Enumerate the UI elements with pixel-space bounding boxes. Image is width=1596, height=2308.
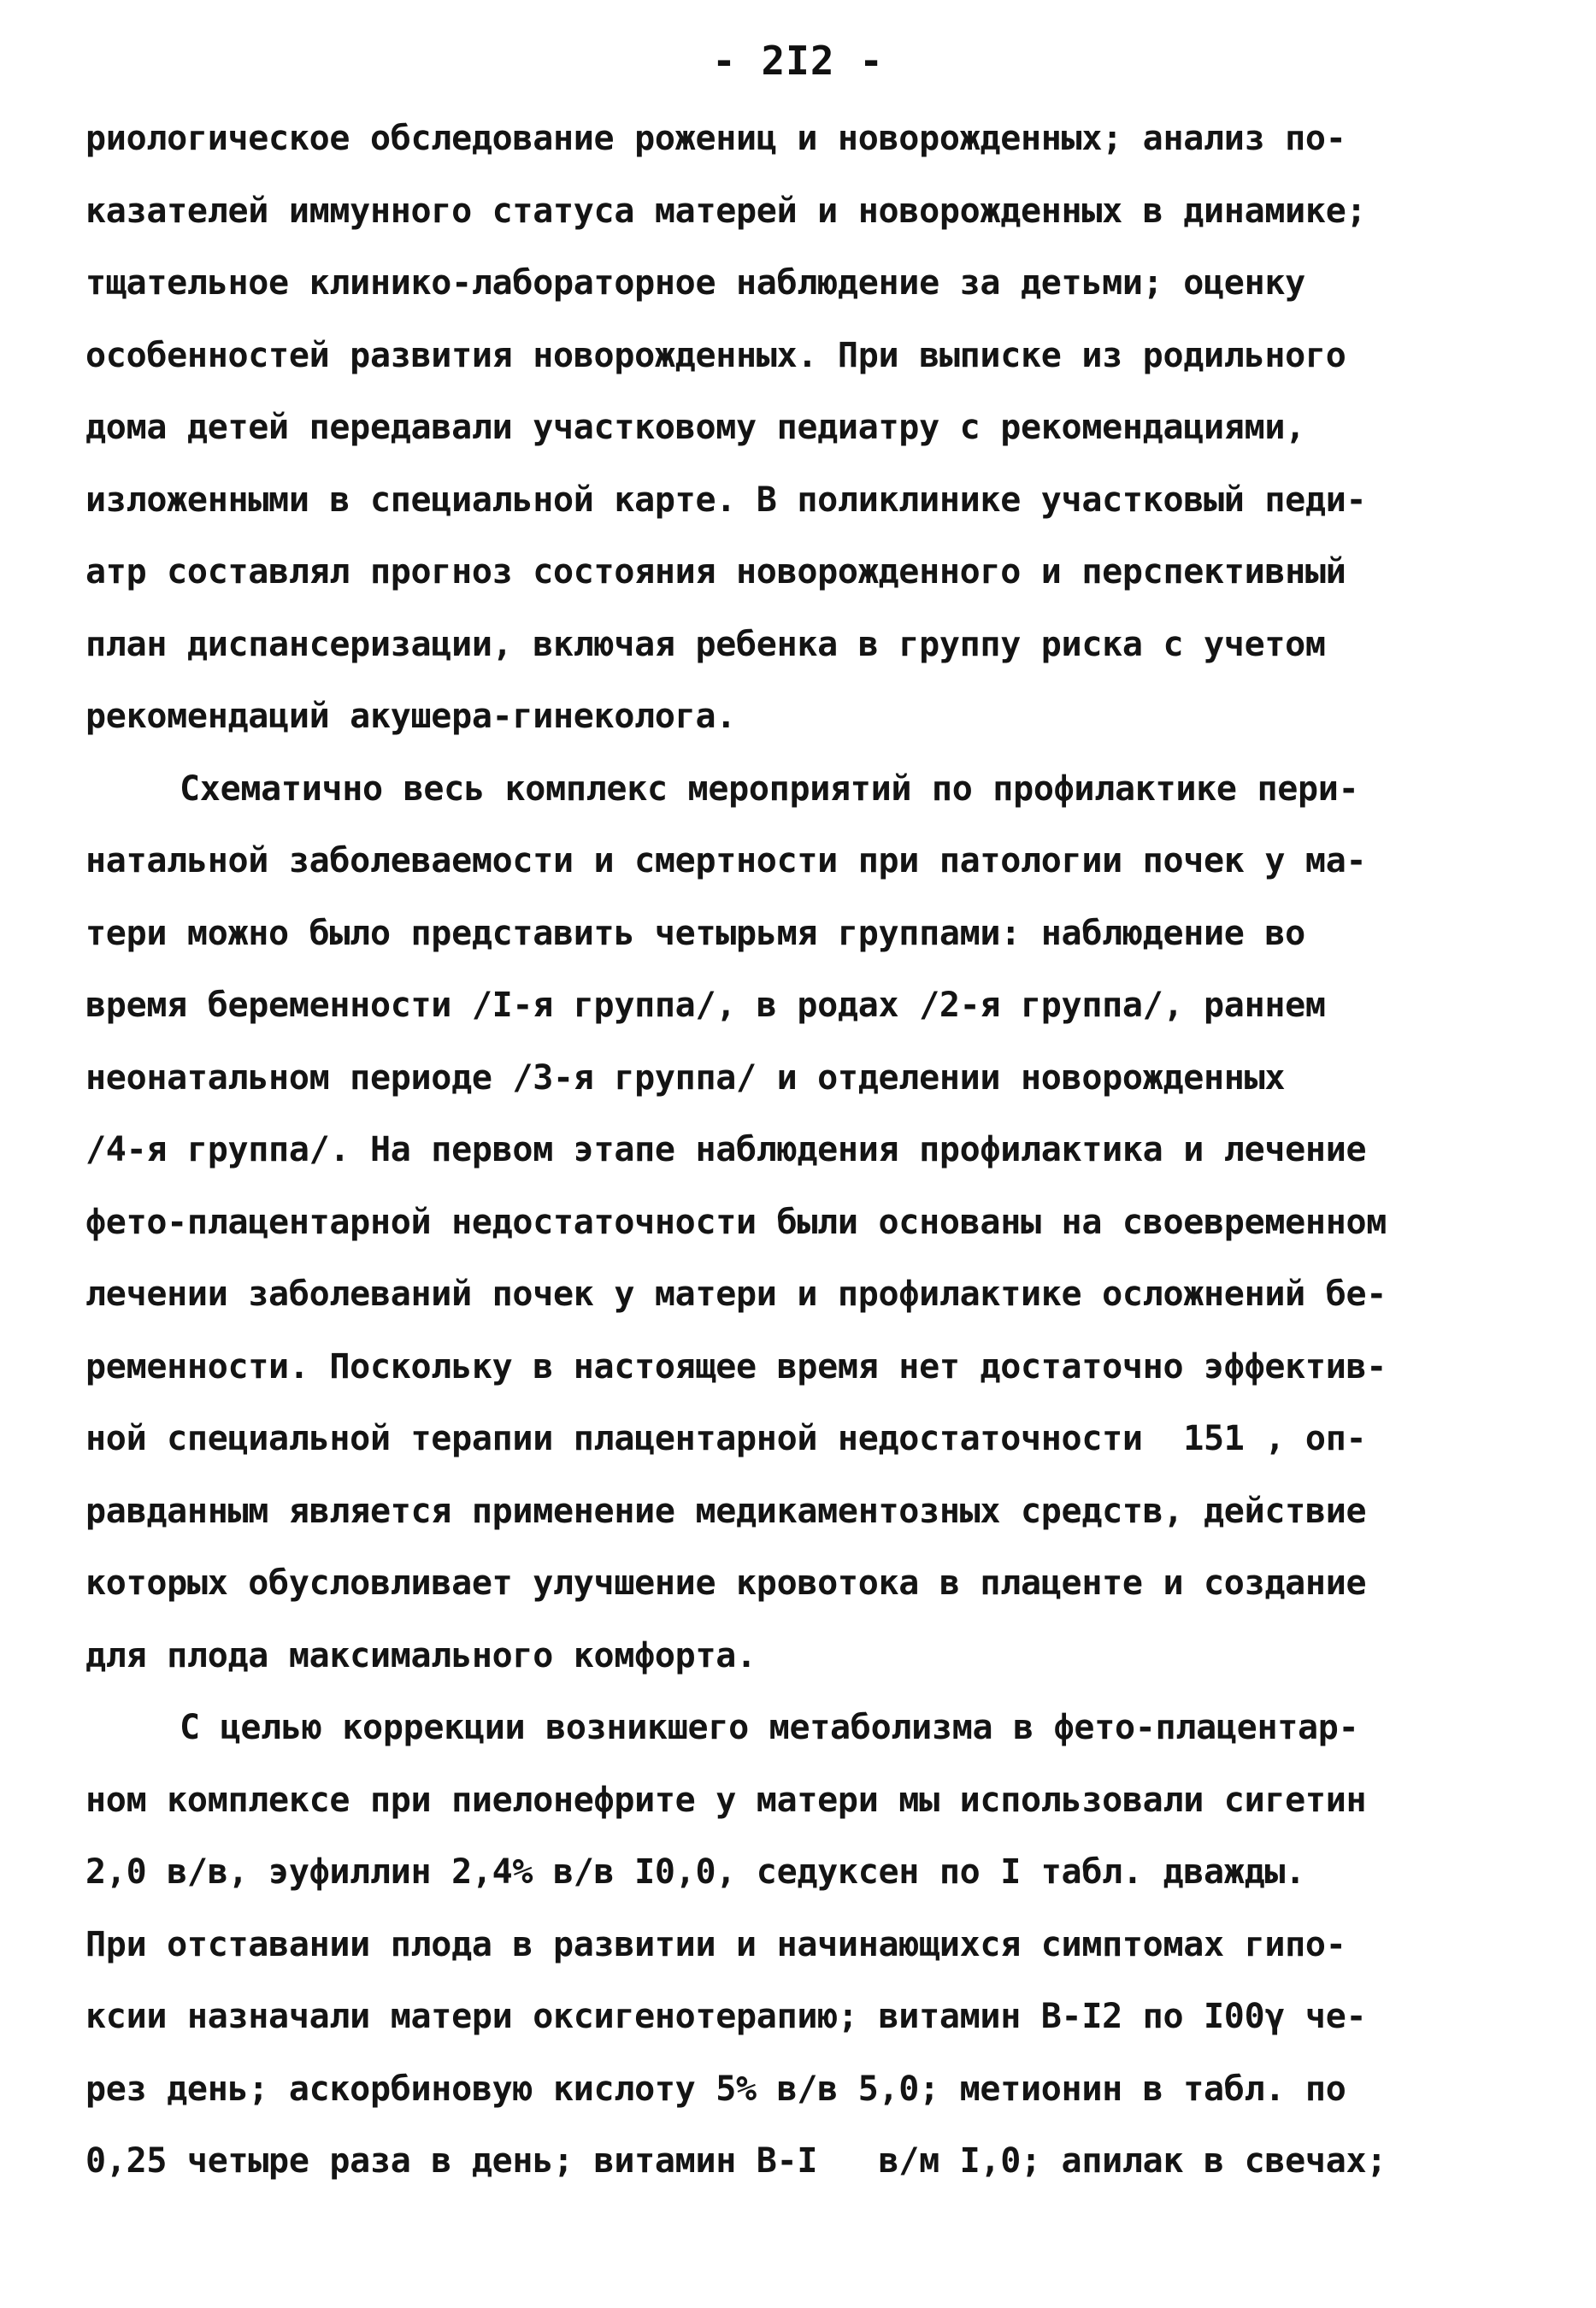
text-line: дома детей передавали участковому педиатру с рекомендациями,	[85, 408, 1305, 447]
text-line: тери можно было представить четырьмя группами: наблюдение во	[85, 913, 1305, 953]
text-line: для плода максимального комфорта.	[85, 1635, 757, 1675]
text-line: рекомендаций акушера-гинеколога.	[85, 697, 737, 736]
text-line: казателей иммунного статуса матерей и новорожденных в динамике;	[85, 191, 1367, 231]
text-line: С целью коррекции возникшего метаболизма в фето-плацентар-	[180, 1708, 1359, 1747]
text-line: /4-я группа/. На первом этапе наблюдения профилактика и лечение	[85, 1130, 1367, 1169]
text-line: неонатальном периоде /3-я группа/ и отделении новорожденных	[85, 1057, 1286, 1098]
text-line: равданным является применение медикаментозных средств, действие	[85, 1491, 1367, 1531]
text-line: При отставании плода в развитии и начинающихся симптомах гипо-	[85, 1924, 1346, 1964]
text-line: атр составлял прогноз состояния новорожденного и перспективный	[85, 552, 1346, 592]
text-line: 0,25 четыре раза в день; витамин В-I в/м I,0; апилак в свечах;	[85, 2141, 1387, 2181]
text-line: Схематично весь комплекс мероприятий по профилактике пери-	[180, 768, 1359, 809]
text-line: ксии назначали матери оксигенотерапию; витамин В-I2 по I00γ че-	[85, 1997, 1367, 2036]
text-line: которых обусловливает улучшение кровотока в плаценте и создание	[85, 1563, 1367, 1603]
text-line: 2,0 в/в, эуфиллин 2,4% в/в I0,0, седуксен по I табл. дважды.	[85, 1852, 1305, 1892]
text-line: риологическое обследование рожениц и новорожденных; анализ по-	[85, 119, 1346, 158]
text-line: рез день; аскорбиновую кислоту 5% в/в 5,0; метионин в табл. по	[85, 2069, 1346, 2109]
text-line: ном комплексе при пиелонефрите у матери мы использовали сигетин	[85, 1780, 1367, 1820]
body-text	[85, 103, 1522, 2198]
text-line: план диспансеризации, включая ребенка в группу риска с учетом	[85, 624, 1326, 664]
text-line: особенностей развития новорожденных. При выписке из родильного	[85, 335, 1346, 375]
text-line: ной специальной терапии плацентарной недостаточности 151 , оп-	[85, 1419, 1367, 1458]
text-line: время беременности /I-я группа/, в родах /2-я группа/, раннем	[85, 986, 1326, 1025]
text-line: изложенными в специальной карте. В поликлинике участковый педи-	[85, 480, 1367, 520]
page-number: - 2I2 -	[712, 38, 884, 84]
text-line: ременности. Поскольку в настоящее время нет достаточно эффектив-	[85, 1346, 1387, 1387]
text-line: тщательное клинико-лабораторное наблюдение за детьми; оценку	[85, 263, 1305, 303]
text-line: натальной заболеваемости и смертности при патологии почек у ма-	[85, 841, 1367, 880]
text-line: фето-плацентарной недостаточности были основаны на своевременном	[85, 1202, 1387, 1242]
text-line: лечении заболеваний почек у матери и профилактике осложнений бе-	[85, 1275, 1387, 1314]
